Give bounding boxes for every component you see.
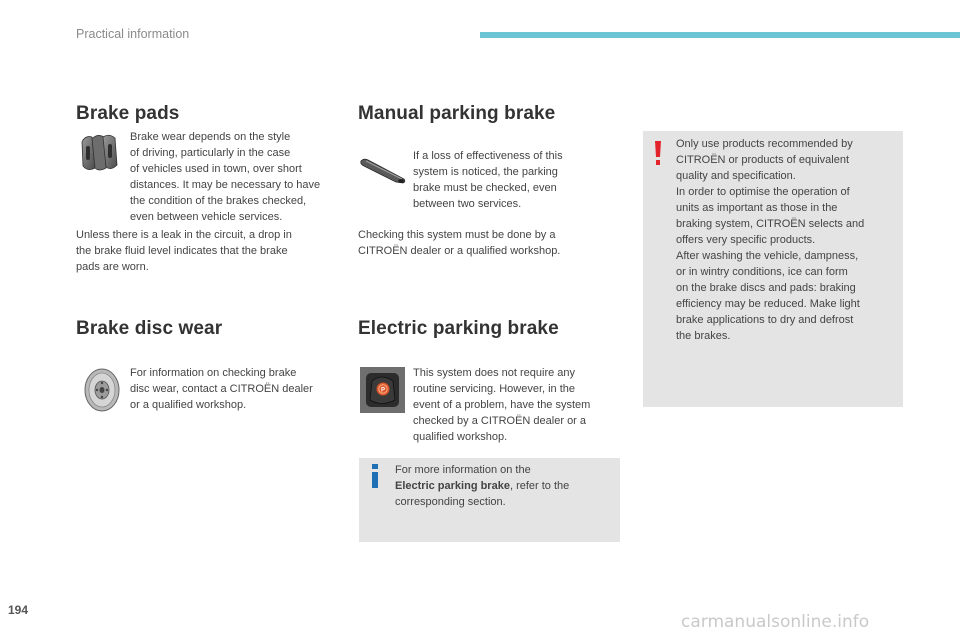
epb-switch-icon — [360, 367, 405, 413]
text-line: the brakes. — [676, 330, 731, 342]
text-line: event of a problem, have the system — [413, 399, 591, 411]
text-line: Brake wear depends on the style — [130, 131, 291, 143]
text-line: routine servicing. However, in the — [413, 383, 576, 395]
warning-icon — [654, 141, 662, 165]
text-line: This system does not require any — [413, 367, 576, 379]
manual-brake-heading: Manual parking brake — [358, 103, 556, 124]
warning-box — [643, 131, 903, 407]
text-line: For more information on the — [395, 464, 531, 476]
text-line: CITROËN or products of equivalent — [676, 154, 850, 166]
brake-pads-icon — [76, 130, 122, 176]
text-line: of driving, particularly in the case — [130, 147, 291, 159]
text-line: Unless there is a leak in the circuit, a drop in — [76, 229, 292, 241]
header-accent-bar — [480, 32, 960, 38]
text-line — [395, 478, 610, 494]
text-line: or in wintry conditions, ice can form — [676, 266, 848, 278]
manual-brake-intro — [413, 148, 613, 212]
text-line: qualified workshop. — [413, 431, 508, 443]
text-line: corresponding section. — [395, 496, 506, 508]
electric-parking-brake-ref: Electric parking brake — [395, 480, 510, 492]
text-line: the brake fluid level indicates that the brake — [76, 245, 288, 257]
text-line: units as important as those in the — [676, 202, 838, 214]
text-line: brake must be checked, even — [413, 182, 557, 194]
page-section-title: Practical information — [76, 27, 190, 41]
electric-brake-heading: Electric parking brake — [358, 318, 559, 339]
info-box — [359, 458, 620, 542]
text-line: offers very specific products. — [676, 234, 816, 246]
text-line: After washing the vehicle, dampness, — [676, 250, 859, 262]
text-line: Only use products recommended by — [676, 138, 853, 150]
text-line: of vehicles used in town, over short — [130, 163, 302, 175]
text-span: , refer to the — [509, 480, 570, 492]
text-line: In order to optimise the operation of — [676, 186, 850, 198]
watermark: carmanualsonline.info — [681, 612, 870, 632]
manual-brake-body — [358, 227, 618, 259]
text-line: distances. It may be necessary to have — [130, 179, 321, 191]
parking-lever-icon — [358, 155, 408, 187]
info-box-text — [395, 462, 610, 510]
text-line: For information on checking brake — [130, 367, 297, 379]
brake-disc-text — [130, 365, 345, 413]
electric-brake-text — [413, 365, 623, 445]
brake-disc-icon — [80, 367, 124, 413]
text-line: Checking this system must be done by a — [358, 229, 556, 241]
page-number: 194 — [8, 603, 29, 617]
text-line: quality and specification. — [676, 170, 796, 182]
text-line: CITROËN dealer or a qualified workshop. — [358, 245, 561, 257]
text-line: checked by a CITROËN dealer or a — [413, 415, 587, 427]
brake-pads-heading: Brake pads — [76, 103, 180, 124]
text-line: pads are worn. — [76, 261, 149, 273]
text-line: even between vehicle services. — [130, 211, 283, 223]
text-line: braking system, CITROËN selects and — [676, 218, 865, 230]
text-line: If a loss of effectiveness of this — [413, 150, 563, 162]
text-line: between two services. — [413, 198, 522, 210]
svg-text:P: P — [380, 387, 386, 394]
text-line: system is noticed, the parking — [413, 166, 558, 178]
text-line: brake applications to dry and defrost — [676, 314, 854, 326]
text-line: on the brake discs and pads: braking — [676, 282, 856, 294]
brake-pads-body — [76, 227, 336, 275]
brake-disc-heading: Brake disc wear — [76, 318, 223, 339]
text-line: the condition of the brakes checked, — [130, 195, 307, 207]
text-line: disc wear, contact a CITROËN dealer — [130, 383, 313, 395]
text-line: efficiency may be reduced. Make light — [676, 298, 860, 310]
info-icon — [371, 464, 379, 488]
warning-box-text — [676, 136, 898, 344]
brake-pads-intro — [130, 129, 345, 225]
text-line: or a qualified workshop. — [130, 399, 247, 411]
